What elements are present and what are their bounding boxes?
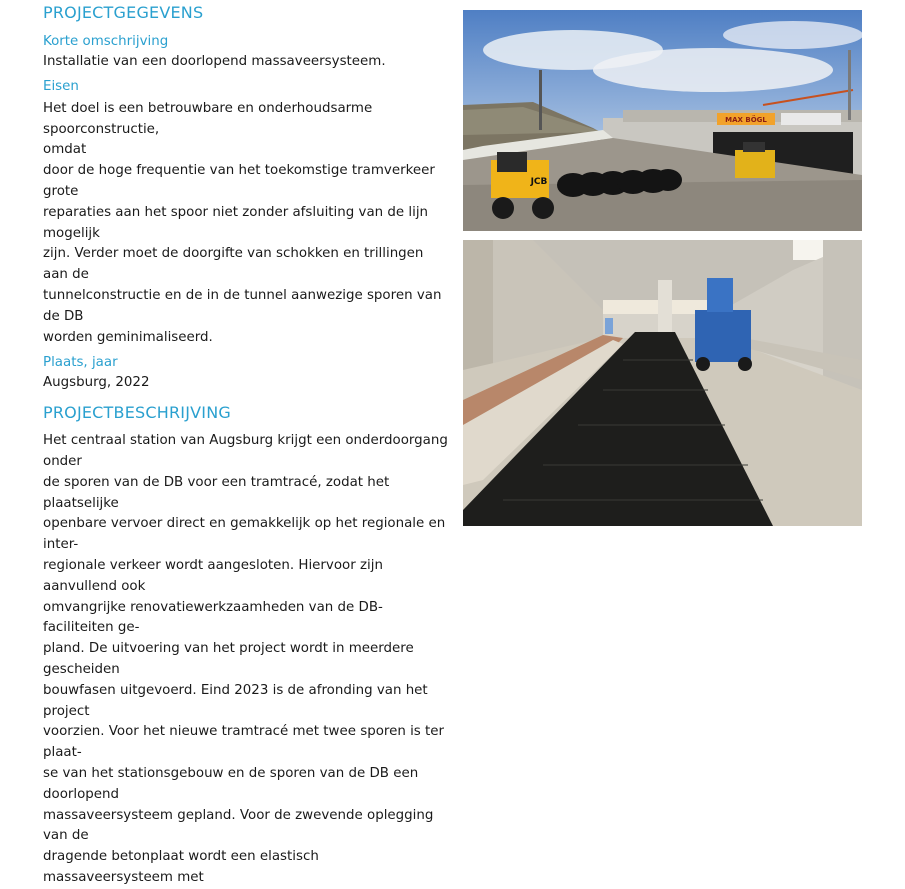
text-place-year: Augsburg, 2022 — [43, 375, 150, 391]
photo-tunnel-entrance — [463, 10, 862, 231]
text-requirements: Het doel is een betrouwbare en onderhoudsarme spoorconstructie, omdat door de hoge frequentie van het toekomstige tramverkeer grote reparaties aan het spoor niet zonder afsluiting van de lijn mogelijk zijn. Verder moet de doorgifte van schokken en trillingen aan de tunnelconstructie en de in de tunnel aanwezige sporen van de DB worden geminimaliseerd. — [43, 100, 442, 345]
label-short-description: Korte omschrijving — [43, 34, 169, 49]
label-place-year: Plaats, jaar — [43, 355, 118, 371]
text-project-description: Het centraal station van Augsburg krijgt een onderdoorgang onder de sporen van de DB voor een tramtracé, zodat het plaatselijke openbare vervoer direct en gemakkelijk op het regionale en inter- regionale verkeer wordt aangesloten. Hiervoor zijn aanvullend ook omvangrijke renovatiewerkzaamheden van de DB-faciliteiten ge- pland. De uitvoering van het project wordt in meerdere gescheiden bouwfasen uitgevoerd. Eind 2023 is de afronding van het project voorzien. Voor het nieuwe tramtracé met twee sporen is ter plaat- se van het stationsgebouw en de sporen van de DB een doorlopend massaveersysteem gepland. Voor de zwevende oplegging van de dragende betonplaat wordt een elastisch massaveersysteem met — [43, 433, 448, 885]
contractor-banner-text: MAX BÖGL — [725, 116, 767, 124]
photo-tunnel-interior — [463, 240, 862, 526]
text-short-description: Installatie van een doorlopend massaveersysteem. — [43, 54, 386, 69]
label-requirements: Eisen — [43, 78, 79, 94]
heading-project-data: PROJECTGEGEVENS — [43, 3, 204, 22]
lift-machine — [695, 310, 751, 362]
loader-logo-text: JCB — [530, 177, 548, 187]
heading-project-description: PROJECTBESCHRIJVING — [43, 403, 231, 423]
text-column — [43, 0, 448, 889]
